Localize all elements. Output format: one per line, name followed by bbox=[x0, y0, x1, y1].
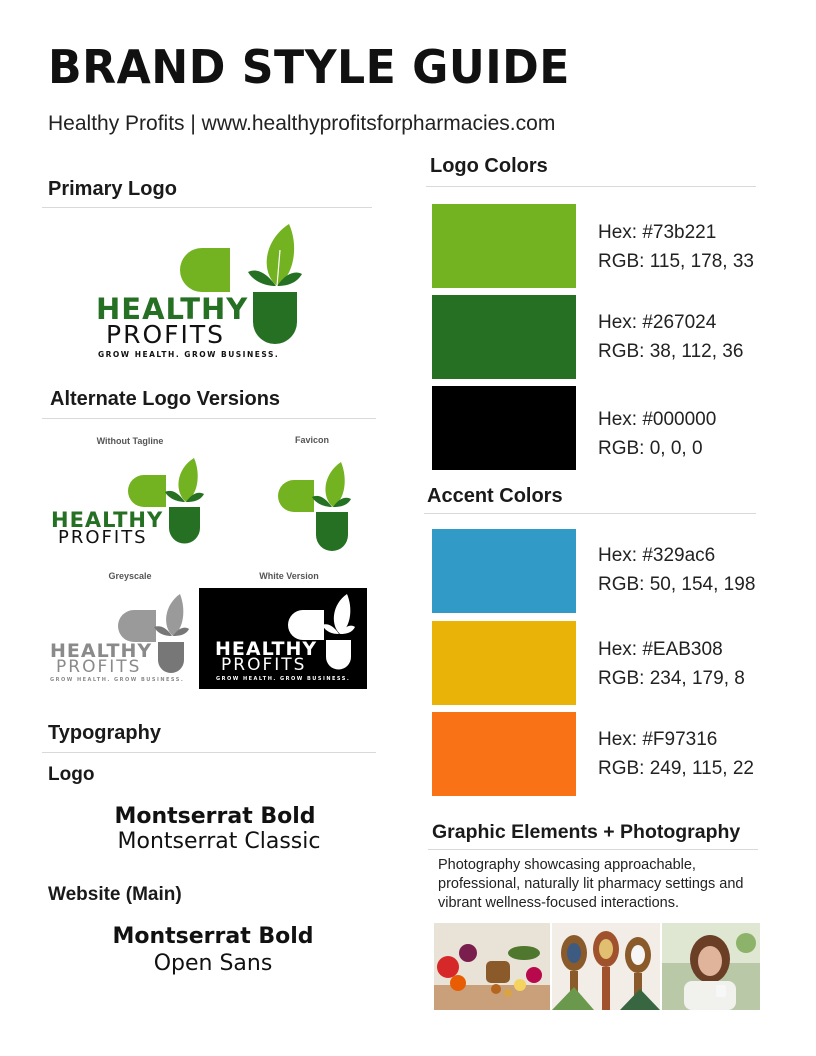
primary-logo-word-profits: PROFITS bbox=[106, 320, 226, 349]
swatch-black-info bbox=[598, 405, 716, 463]
typography-divider bbox=[42, 752, 376, 753]
swatch-hex: Hex: #329ac6 bbox=[598, 545, 716, 566]
primary-logo-word-healthy: HEALTHY bbox=[96, 292, 249, 326]
swatch-blue-info bbox=[598, 541, 755, 599]
white-version-logo bbox=[199, 588, 367, 689]
alternate-logos-divider bbox=[42, 418, 376, 419]
photo-collage-graphic bbox=[434, 923, 760, 1010]
white-word-profits: PROFITS bbox=[221, 655, 307, 675]
alternate-logos-heading: Alternate Logo Versions bbox=[50, 388, 281, 410]
swatch-rgb: RGB: 50, 154, 198 bbox=[598, 574, 756, 595]
accent-colors-heading: Accent Colors bbox=[427, 485, 563, 507]
primary-logo-divider bbox=[42, 207, 372, 208]
logo-font-regular: Montserrat Classic bbox=[117, 829, 321, 854]
swatch-hex: Hex: #EAB308 bbox=[598, 639, 723, 660]
greyscale-word-profits: PROFITS bbox=[56, 657, 142, 677]
primary-logo-heading: Primary Logo bbox=[48, 178, 177, 200]
accent-colors-divider bbox=[424, 513, 756, 514]
greyscale-word-healthy: HEALTHY bbox=[50, 640, 153, 662]
white-version-caption: White Version bbox=[259, 571, 319, 581]
graphics-heading: Graphic Elements + Photography bbox=[432, 821, 741, 843]
website-font-label: Website (Main) bbox=[48, 884, 182, 905]
favicon-mark bbox=[276, 458, 352, 553]
swatch-black bbox=[432, 386, 576, 470]
swatch-hex: Hex: #000000 bbox=[598, 409, 717, 430]
swatch-rgb: RGB: 38, 112, 36 bbox=[598, 341, 744, 362]
alt-logo-word-profits: PROFITS bbox=[58, 527, 148, 548]
typography-heading: Typography bbox=[48, 722, 161, 744]
greyscale-caption: Greyscale bbox=[108, 571, 152, 581]
white-tagline: GROW HEALTH. GROW BUSINESS. bbox=[216, 676, 351, 682]
swatch-hex: Hex: #267024 bbox=[598, 312, 717, 333]
logo-colors-heading: Logo Colors bbox=[430, 155, 548, 177]
website-font-regular: Open Sans bbox=[153, 951, 273, 976]
swatch-hex: Hex: #73b221 bbox=[598, 222, 717, 243]
logo-without-tagline bbox=[48, 455, 208, 550]
swatch-blue bbox=[432, 529, 576, 613]
white-word-healthy: HEALTHY bbox=[215, 638, 318, 660]
swatch-lime-green bbox=[432, 204, 576, 288]
logo-font-label: Logo bbox=[48, 764, 95, 785]
swatch-rgb: RGB: 0, 0, 0 bbox=[598, 438, 703, 459]
page-title: BRAND STYLE GUIDE bbox=[48, 40, 570, 94]
favicon-logo bbox=[276, 458, 352, 553]
swatch-dark-green bbox=[432, 295, 576, 379]
swatch-orange bbox=[432, 712, 576, 796]
primary-logo-tagline: GROW HEALTH. GROW BUSINESS. bbox=[98, 350, 280, 359]
swatch-rgb: RGB: 234, 179, 8 bbox=[598, 668, 745, 689]
greyscale-tagline: GROW HEALTH. GROW BUSINESS. bbox=[50, 677, 185, 683]
website-font-bold: Montserrat Bold bbox=[112, 924, 314, 949]
swatch-orange-info bbox=[598, 725, 754, 783]
favicon-caption: Favicon bbox=[294, 435, 329, 445]
photography-description: Photography showcasing approachable, professional, naturally lit pharmacy settings and vibrant wellness-focused interactions. bbox=[438, 857, 744, 911]
primary-logo bbox=[90, 220, 310, 365]
page-subtitle: Healthy Profits | www.healthyprofitsforpharmacies.com bbox=[48, 112, 556, 135]
logo-font-bold: Montserrat Bold bbox=[114, 804, 316, 829]
swatch-dark-green-info bbox=[598, 308, 743, 366]
greyscale-logo bbox=[48, 590, 198, 690]
alt-logo-word-healthy: HEALTHY bbox=[51, 508, 164, 532]
swatch-hex: Hex: #F97316 bbox=[598, 729, 718, 750]
swatch-yellow bbox=[432, 621, 576, 705]
photo-collage bbox=[434, 923, 760, 1010]
logo-colors-divider bbox=[426, 186, 756, 187]
swatch-lime-green-info bbox=[598, 218, 754, 276]
swatch-rgb: RGB: 115, 178, 33 bbox=[598, 251, 754, 272]
without-tagline-caption: Without Tagline bbox=[96, 436, 164, 446]
swatch-yellow-info bbox=[598, 635, 745, 693]
swatch-rgb: RGB: 249, 115, 22 bbox=[598, 758, 754, 779]
graphics-divider bbox=[428, 849, 758, 850]
